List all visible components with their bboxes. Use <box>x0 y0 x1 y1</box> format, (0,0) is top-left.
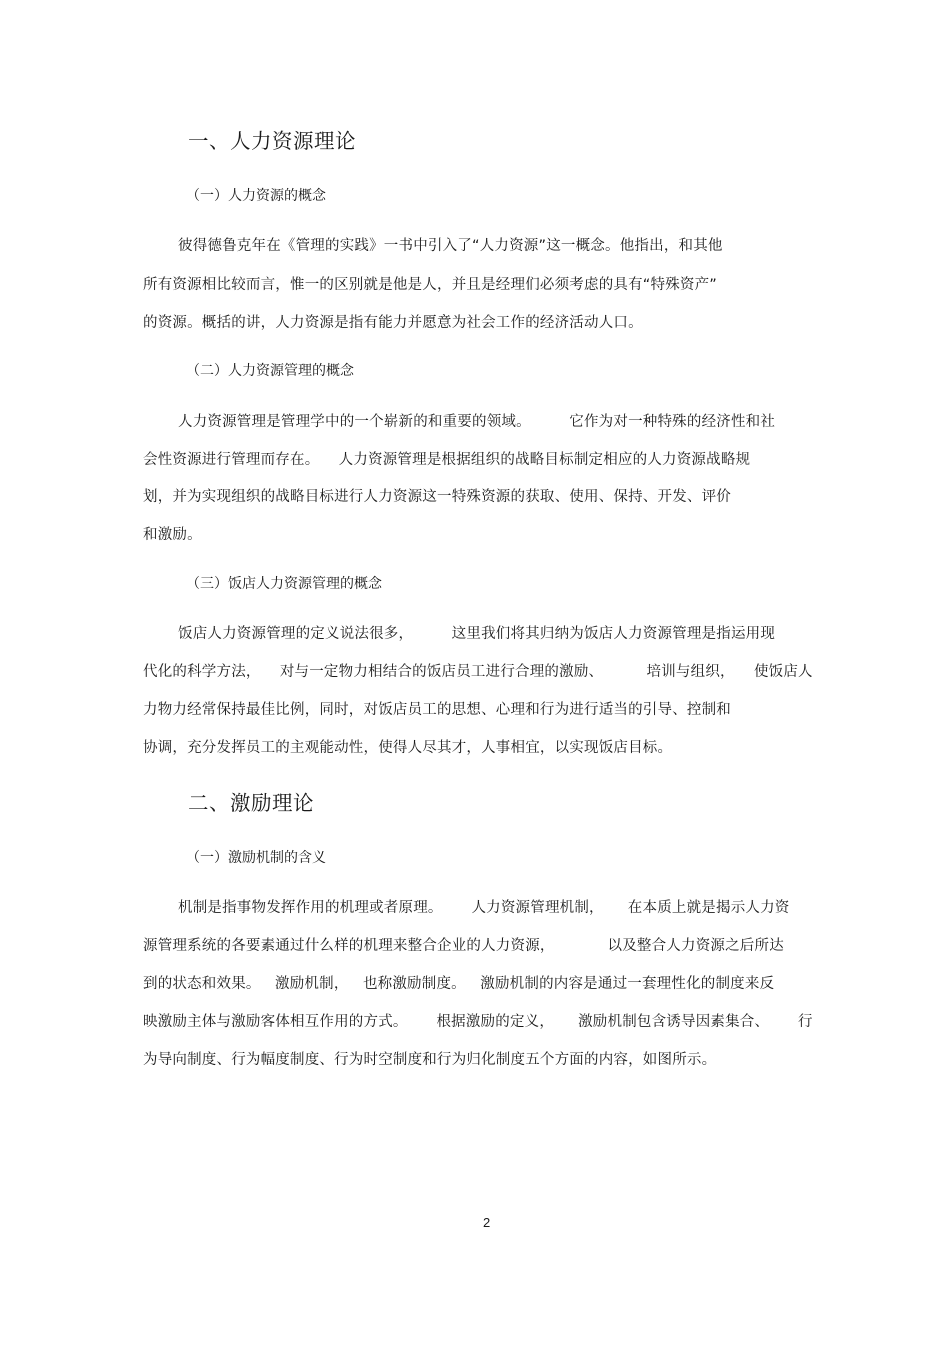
paragraph-line: 彼得德鲁克年在《管理的实践》一书中引入了“人力资源”这一概念。他指出，和其他 <box>178 238 723 254</box>
paragraph-line: 人力资源管理是管理学中的一个崭新的和重要的领域。 它作为对一种特殊的经济性和社 <box>178 414 776 430</box>
paragraph-line: 源管理系统的各要素通过什么样的机理来整合企业的人力资源， 以及整合人力资源之后所达 <box>143 938 784 954</box>
paragraph-line: 的资源。概括的讲，人力资源是指有能力并愿意为社会工作的经济活动人口。 <box>143 315 643 331</box>
subsection-heading-incentive-mechanism: （一）激励机制的含义 <box>186 850 326 866</box>
section-title-motivation-theory: 二、激励理论 <box>188 791 314 815</box>
paragraph-line: 协调，充分发挥员工的主观能动性，使得人尽其才，人事相宜，以实现饭店目标。 <box>143 740 673 756</box>
paragraph-line: 映激励主体与激励客体相互作用的方式。 根据激励的定义， 激励机制包含诱导因素集合、 行 <box>143 1014 813 1030</box>
paragraph-line: 饭店人力资源管理的定义说法很多， 这里我们将其归纳为饭店人力资源管理是指运用现 <box>178 626 776 642</box>
paragraph-line: 和激励。 <box>143 527 202 543</box>
paragraph-line: 机制是指事物发挥作用的机理或者原理。 人力资源管理机制， 在本质上就是揭示人力资 <box>178 900 790 916</box>
page-number: 2 <box>483 1215 491 1230</box>
paragraph-line: 代化的科学方法， 对与一定物力相结合的饭店员工进行合理的激励、 培训与组织， 使饭店人 <box>143 664 813 680</box>
paragraph-line: 为导向制度、行为幅度制度、行为时空制度和行为归化制度五个方面的内容，如图所示。 <box>143 1052 717 1068</box>
subsection-heading-hotel-hrm-concept: （三）饭店人力资源管理的概念 <box>186 576 382 592</box>
paragraph-line: 到的状态和效果。 激励机制， 也称激励制度。 激励机制的内容是通过一套理性化的制度来反 <box>143 976 775 992</box>
subsection-heading-hrm-concept: （二）人力资源管理的概念 <box>186 363 354 379</box>
section-title-human-resources-theory: 一、人力资源理论 <box>188 129 356 153</box>
paragraph-line: 所有资源相比较而言，惟一的区别就是他是人，并且是经理们必须考虑的具有“特殊资产” <box>143 277 718 293</box>
paragraph-line: 力物力经常保持最佳比例，同时，对饭店员工的思想、心理和行为进行适当的引导、控制和 <box>143 702 731 718</box>
paragraph-line: 划，并为实现组织的战略目标进行人力资源这一特殊资源的获取、使用、保持、开发、评价 <box>143 489 731 505</box>
paragraph-line: 会性资源进行管理而存在。 人力资源管理是根据组织的战略目标制定相应的人力资源战略规 <box>143 452 751 468</box>
subsection-heading-hr-concept: （一）人力资源的概念 <box>186 188 326 204</box>
